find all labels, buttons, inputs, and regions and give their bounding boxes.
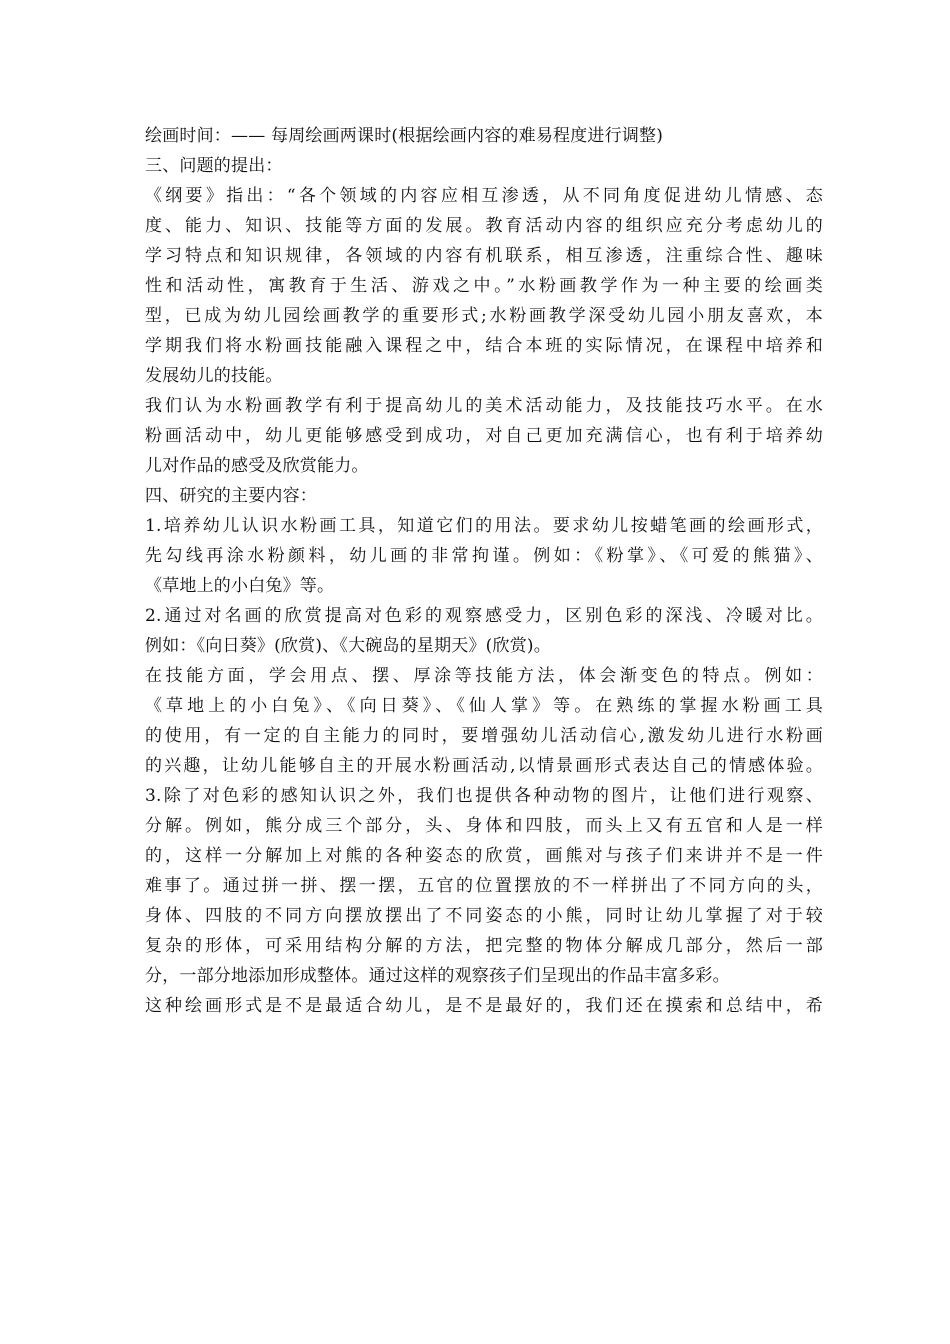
list-item-line: 1.培养幼儿认识水粉画工具，知道它们的用法。要求幼儿按蜡笔画的绘画形式， xyxy=(145,516,823,536)
list-item-line: 例如：《向日葵》(欣赏)、《大碗岛的星期天》(欣赏)。 xyxy=(145,636,551,656)
paragraph-line: 儿对作品的感受及欣赏能力。 xyxy=(145,456,369,476)
list-item-line: 《草地上的小白兔》等。 xyxy=(145,576,335,596)
paragraph-line: 《草地上的小白兔》、《向日葵》、《仙人掌》等。在熟练的掌握水粉画工具 xyxy=(145,696,823,716)
paragraph-line: 性和活动性，寓教育于生活、游戏之中。”水粉画教学作为一种主要的绘画类 xyxy=(145,276,823,296)
list-item-line: 难事了。通过拼一拼、摆一摆，五官的位置摆放的不一样拼出了不同方向的头， xyxy=(145,876,823,896)
paragraph-line: 型，已成为幼儿园绘画教学的重要形式;水粉画教学深受幼儿园小朋友喜欢，本 xyxy=(145,306,823,326)
list-item-line: 2.通过对名画的欣赏提高对色彩的观察感受力，区别色彩的深浅、冷暖对比。 xyxy=(145,606,823,626)
list-item-line: 分，一部分地添加形成整体。通过这样的观察孩子们呈现出的作品丰富多彩。 xyxy=(145,966,730,986)
section-heading-3: 三、问题的提出： xyxy=(145,156,283,176)
paragraph-line: 在技能方面，学会用点、摆、厚涂等技能方法，体会渐变色的特点。例如： xyxy=(145,666,823,686)
list-item-line: 复杂的形体，可采用结构分解的方法，把完整的物体分解成几部分，然后一部 xyxy=(145,936,823,956)
list-item-line: 3.除了对色彩的感知认识之外，我们也提供各种动物的图片，让他们进行观察、 xyxy=(145,786,823,806)
section-heading-4: 四、研究的主要内容： xyxy=(145,486,317,506)
list-item-line: 的，这样一分解加上对熊的各种姿态的欣赏，画熊对与孩子们来讲并不是一件 xyxy=(145,846,823,866)
paragraph-line: 度、能力、知识、技能等方面的发展。教育活动内容的组织应充分考虑幼儿的 xyxy=(145,216,823,236)
list-item-line: 身体、四肢的不同方向摆放摆出了不同姿态的小熊，同时让幼儿掌握了对于较 xyxy=(145,906,823,926)
document-body xyxy=(145,121,823,1021)
schedule-line: 绘画时间：—— 每周绘画两课时(根据绘画内容的难易程度进行调整) xyxy=(145,126,664,146)
list-item-line: 分解。例如，熊分成三个部分，头、身体和四肢，而头上又有五官和人是一样 xyxy=(145,816,823,836)
paragraph-line: 的使用，有一定的自主能力的同时，要增强幼儿活动信心,激发幼儿进行水粉画 xyxy=(145,726,823,746)
paragraph-line: 学习特点和知识规律，各领域的内容有机联系，相互渗透，注重综合性、趣味 xyxy=(145,246,823,266)
paragraph-line: 我们认为水粉画教学有利于提高幼儿的美术活动能力，及技能技巧水平。在水 xyxy=(145,396,823,416)
paragraph-line: 发展幼儿的技能。 xyxy=(145,366,283,386)
paragraph-line: 粉画活动中，幼儿更能够感受到成功，对自己更加充满信心，也有利于培养幼 xyxy=(145,426,823,446)
paragraph-line: 《纲要》指出：“各个领域的内容应相互渗透，从不同角度促进幼儿情感、态 xyxy=(145,186,823,206)
paragraph-line: 这种绘画形式是不是最适合幼儿，是不是最好的，我们还在摸索和总结中，希 xyxy=(145,996,823,1016)
list-item-line: 先勾线再涂水粉颜料，幼儿画的非常拘谨。例如：《粉掌》、《可爱的熊猫》、 xyxy=(145,546,823,566)
paragraph-line: 的兴趣，让幼儿能够自主的开展水粉画活动,以情景画形式表达自己的情感体验。 xyxy=(145,756,823,776)
paragraph-line: 学期我们将水粉画技能融入课程之中，结合本班的实际情况，在课程中培养和 xyxy=(145,336,823,356)
